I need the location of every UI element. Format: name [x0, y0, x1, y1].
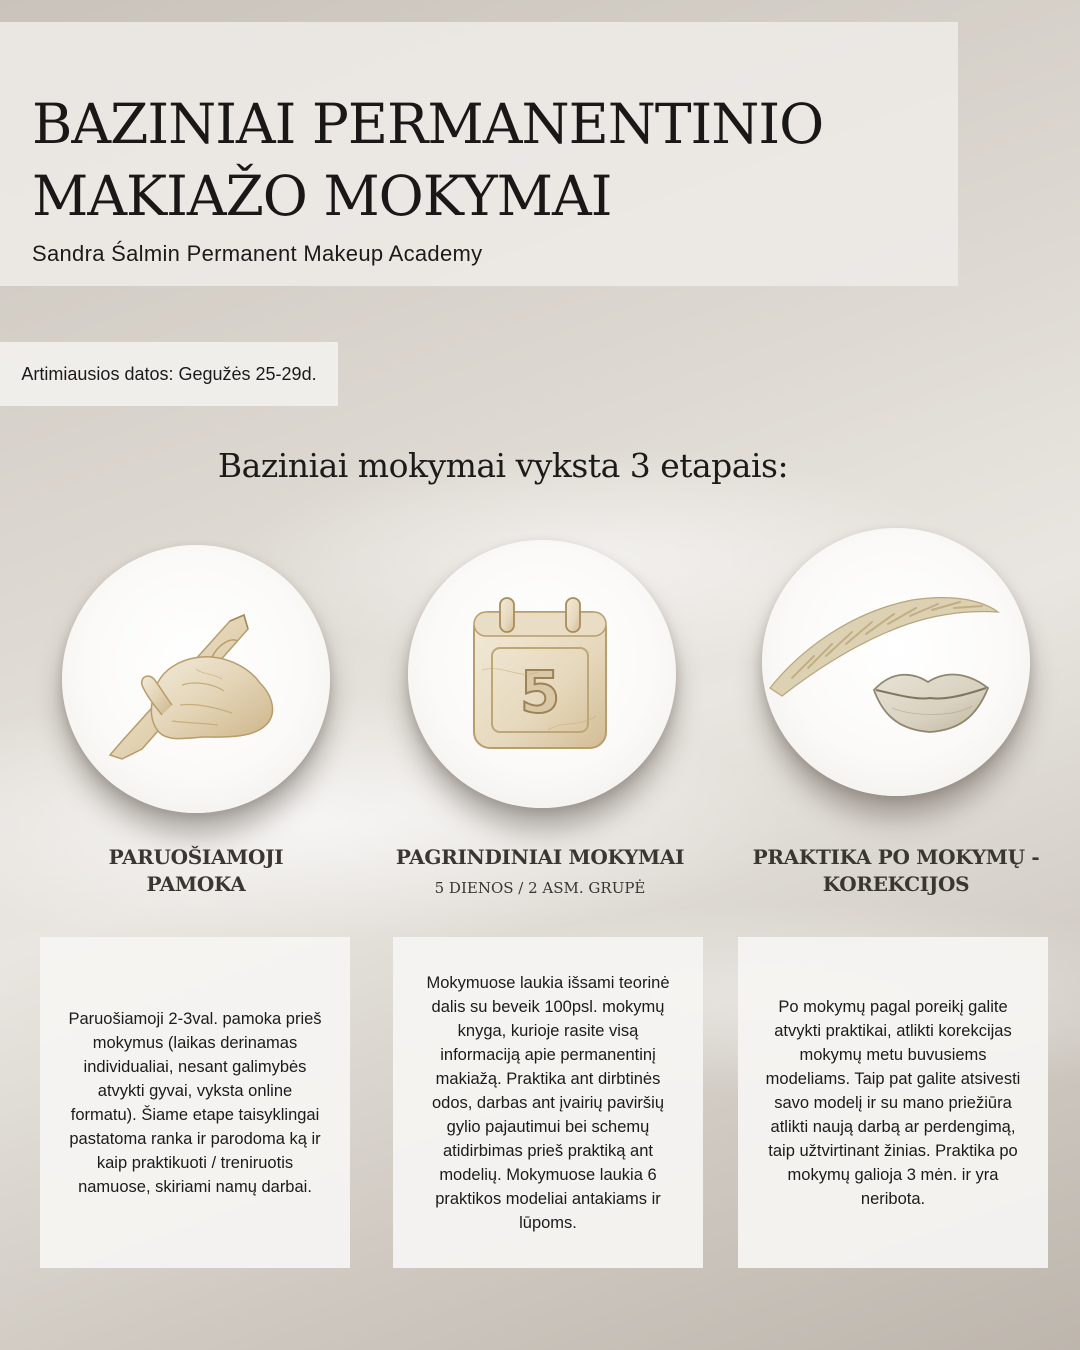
stage-3-title: PRAKTIKA PO MOKYMŲ - KOREKCIJOS	[752, 845, 1040, 896]
next-dates-text: Artimiausios datos: Gegužės 25-29d.	[21, 363, 317, 384]
calendar-number: 5	[519, 658, 561, 726]
stage-1-circle	[62, 545, 330, 813]
stage-1-description: Paruošiamoji 2-3val. pamoka prieš mokymus (laikas derinamas individualiai, nesant galimybės atvykti gyvai, vyksta online formatu). Šiame etape taisyklingai pastatoma ranka ir parodoma ką ir kaip praktikuoti / treniruotis namuose, skiriami namų darbai.	[68, 1009, 322, 1196]
stage-2-description: Mokymuose laukia išsami teorinė dalis su beveik 100psl. mokymų knyga, kurioje rasite visą informaciją apie permanentinį makiažą. Praktika ant dirbtinės odos, darbas ant įvairių paviršių gylio pajautimui bei schemų atidirbimas prieš praktiką ant modelių. Mokymuose laukia 6 praktikos modeliai antakiams ir lūpoms.	[426, 973, 670, 1232]
stage-2-subtitle: 5 DIENOS / 2 ASM. GRUPĖ	[434, 879, 646, 897]
writing-hand-icon	[62, 545, 330, 813]
page-title: BAZINIAI PERMANENTINIO MAKIAŽO MOKYMAI	[32, 92, 824, 228]
stage-1-card	[40, 937, 350, 1268]
stage-2-circle	[408, 540, 676, 808]
section-heading: Baziniai mokymai vyksta 3 etapais:	[217, 446, 789, 485]
stage-3-circle	[762, 528, 1030, 796]
next-dates-badge	[0, 342, 338, 406]
stage-2-card	[393, 937, 703, 1268]
stage-3-card	[738, 937, 1048, 1268]
stage-1-title: PARUOŠIAMOJI PAMOKA	[108, 845, 284, 896]
eyebrow-lips-icon	[762, 528, 1030, 796]
stage-2-title: PAGRINDINIAI MOKYMAI	[395, 845, 685, 869]
calendar-5-icon	[408, 540, 676, 808]
academy-name: Sandra Śalmin Permanent Makeup Academy	[32, 241, 483, 266]
stage-3-description: Po mokymų pagal poreikį galite atvykti praktikai, atlikti korekcijas mokymų metu buvusiems modeliams. Taip pat galite atsivesti savo modelį ir su mano priežiūra atlikti naują darbą ar perdengimą, taip užtvirtinant žinias. Praktika po mokymų galioja 3 mėn. ir yra neribota.	[765, 997, 1021, 1208]
